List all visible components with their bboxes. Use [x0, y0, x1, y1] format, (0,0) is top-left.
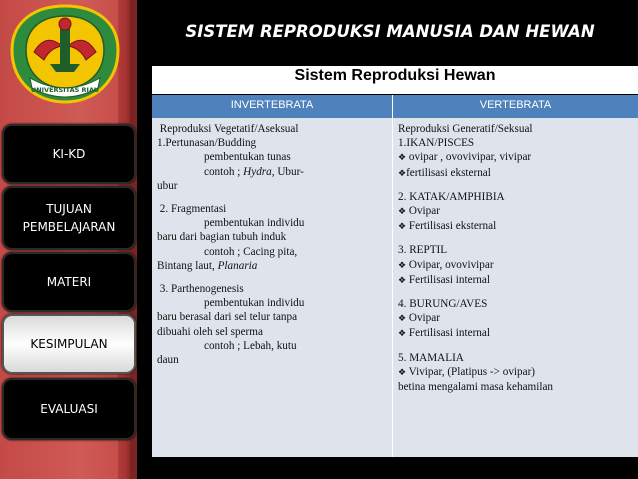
vert-line: 4. BURUNG/AVES	[398, 298, 488, 311]
header-vertebrata: VERTEBRATA	[479, 99, 552, 111]
inv-line: pembentukan tunas	[204, 151, 291, 164]
reproduction-table	[152, 95, 638, 457]
vert-line	[398, 150, 636, 165]
diamond-bullet-icon: ❖	[398, 329, 407, 340]
nav-materi-label: MATERI	[46, 275, 92, 289]
vert-line: Reproduksi Generatif/Seksual	[398, 123, 533, 135]
diamond-bullet-icon: ❖	[398, 168, 407, 179]
logo-banner-text: UNIVERSITAS RIAU	[30, 86, 100, 94]
inv-line: contoh ; Lebah, kutu	[204, 339, 297, 352]
spacer	[398, 234, 636, 243]
vert-text: ovipar , ovovivipar, vivipar	[406, 151, 532, 164]
vert-text: Ovipar	[406, 312, 440, 325]
vert-line	[398, 219, 636, 234]
nav-evaluasi-label: EVALUASI	[40, 402, 98, 416]
inv-line: pembentukan individu	[204, 217, 305, 230]
nav-kesimpulan-button[interactable]	[2, 314, 136, 374]
nav-tujuan-pembelajaran-button[interactable]	[2, 186, 136, 250]
spacer	[398, 181, 636, 190]
vert-line	[398, 273, 636, 288]
vert-text: Ovipar	[406, 205, 440, 218]
vert-line	[398, 311, 636, 326]
inv-italic-text: Planaria	[217, 259, 258, 272]
table-header-row	[152, 95, 638, 118]
vert-line: 5. MAMALIA	[398, 351, 464, 364]
inv-line: Reproduksi Vegetatif/Aseksual	[157, 123, 299, 135]
inv-line: daun	[157, 354, 179, 367]
inv-line: 2. Fragmentasi	[157, 203, 227, 216]
vert-line	[398, 204, 636, 219]
inv-line	[157, 259, 389, 273]
vert-text: Vivipar, (Platipus -> ovipar)	[406, 365, 536, 378]
diamond-bullet-icon: ❖	[398, 222, 407, 233]
invertebrata-cell	[157, 122, 389, 367]
vert-line	[398, 166, 636, 181]
nav-tujuan-pembelajaran-label: TUJUAN PEMBELAJARAN	[22, 202, 116, 234]
inv-text: contoh ;	[204, 165, 244, 178]
inv-line: pembentukan individu	[204, 297, 305, 310]
column-divider	[392, 95, 393, 457]
inv-line: 3. Parthenogenesis	[157, 283, 244, 296]
university-logo	[6, 2, 124, 106]
vertebrata-cell	[398, 122, 636, 394]
vert-line	[398, 326, 636, 341]
vert-line: 2. KATAK/AMPHIBIA	[398, 190, 505, 203]
diamond-bullet-icon: ❖	[398, 207, 407, 218]
spacer	[157, 273, 389, 282]
header-invertebrata: INVERTEBRATA	[230, 99, 314, 111]
vert-line	[398, 365, 636, 380]
diamond-bullet-icon: ❖	[398, 153, 407, 164]
vert-line	[398, 258, 636, 273]
vert-text: Fertilisasi internal	[406, 273, 490, 286]
inv-line: dibuahi oleh sel sperma	[157, 325, 263, 338]
spacer	[398, 288, 636, 297]
spacer	[157, 193, 389, 202]
vert-text: Fertilisasi internal	[406, 327, 490, 340]
inv-line: contoh ; Cacing pita,	[204, 245, 298, 258]
inv-text: Ubur-	[274, 165, 304, 178]
nav-ki-kd-button[interactable]	[2, 124, 136, 184]
inv-line: ubur	[157, 179, 178, 192]
inv-line	[157, 165, 389, 179]
diamond-bullet-icon: ❖	[398, 367, 407, 378]
inv-text: Bintang laut,	[157, 259, 218, 272]
spacer	[398, 342, 636, 351]
vert-line: 3. REPTIL	[398, 244, 448, 257]
nav-kesimpulan-label: KESIMPULAN	[30, 337, 108, 351]
vert-text: fertilisasi eksternal	[406, 166, 491, 179]
diamond-bullet-icon: ❖	[398, 260, 407, 271]
inv-line: 1.Pertunasan/Budding	[157, 137, 257, 150]
vert-line: betina mengalami masa kehamilan	[398, 381, 554, 394]
page-subtitle: Sistem Reproduksi Hewan	[294, 67, 496, 84]
nav-ki-kd-label: KI-KD	[52, 147, 86, 161]
inv-line: baru berasal dari sel telur tanpa	[157, 311, 298, 324]
page-title: SISTEM REPRODUKSI MANUSIA DAN HEWAN	[185, 22, 595, 41]
nav-materi-button[interactable]	[2, 252, 136, 312]
vert-text: Fertilisasi eksternal	[406, 220, 497, 233]
inv-line: baru dari bagian tubuh induk	[157, 231, 287, 244]
vert-line: 1.IKAN/PISCES	[398, 137, 475, 150]
inv-italic-text: Hydra,	[243, 165, 275, 178]
vert-text: Ovipar, ovovivipar	[406, 258, 494, 271]
nav-evaluasi-button[interactable]	[2, 378, 136, 440]
diamond-bullet-icon: ❖	[398, 275, 407, 286]
diamond-bullet-icon: ❖	[398, 314, 407, 325]
sidebar	[0, 0, 137, 479]
